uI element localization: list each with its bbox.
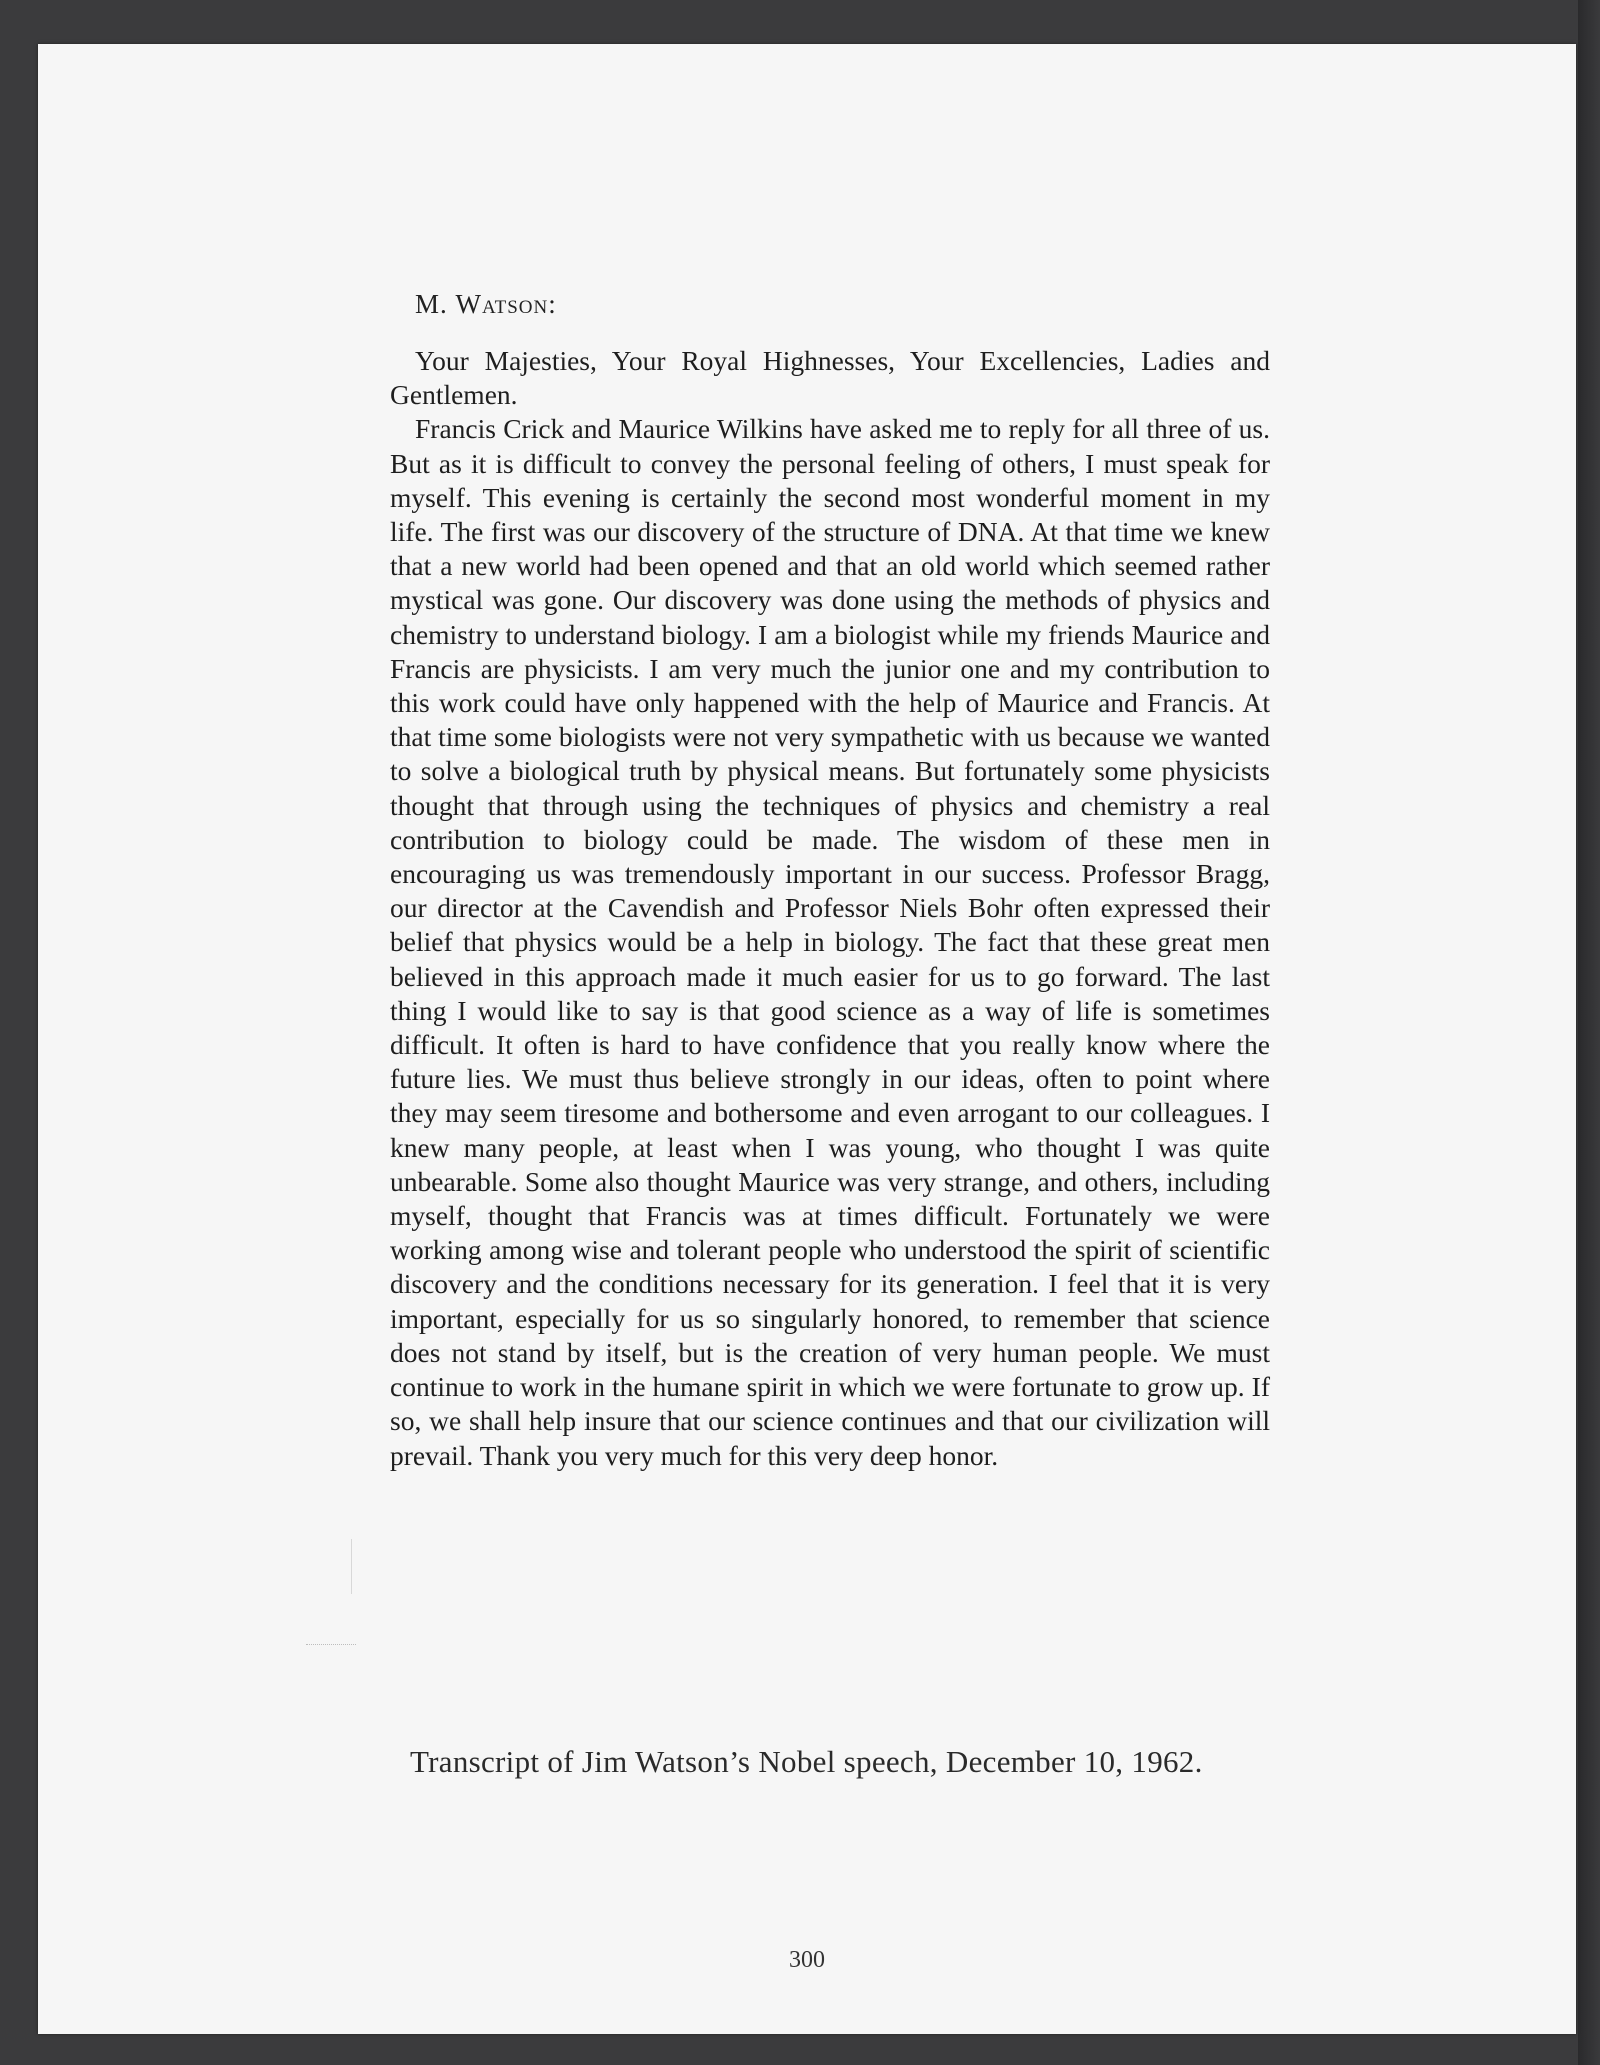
binder-edge (1578, 0, 1600, 2065)
speaker-heading (415, 289, 557, 320)
speaker-suffix: : (548, 289, 557, 319)
speaker-name: Watson (455, 289, 549, 319)
page-number: 300 (789, 1947, 825, 1973)
speaker-initial: M. (415, 289, 448, 319)
document-page (38, 44, 1576, 2034)
scan-mark (351, 1539, 352, 1594)
speech-body (390, 344, 1270, 1473)
speech-paragraph: Francis Crick and Maurice Wilkins have asked me to reply for all three of us. But as it is difficult to convey the personal feeling of others, I must speak for myself. This evening is certainly the second most wonderful moment in my life. The first was our discovery of the structure of DNA. At that time we knew that a new world had been opened and that an old world which seemed rather mystical was gone. Our discovery was done using the methods of physics and chemistry to understand biology. I am a biologist while my friends Maurice and Francis are physicists. I am very much the junior one and my contribution to this work could have only happened with the help of Maurice and Francis. At that time some biologists were not very sympathetic with us because we wanted to solve a biological truth by physical means. But fortunately some physicists thought that through using the techniques of physics and chemistry a real contribution to biology could be made. The wisdom of these men in encouraging us was tremendously important in our success. Professor Bragg, our director at the Cavendish and Professor Niels Bohr often expressed their belief that physics would be a help in biology. The fact that these great men believed in this approach made it much easier for us to go forward. The last thing I would like to say is that good science as a way of life is sometimes difficult. It often is hard to have confidence that you really know where the future lies. We must thus believe strongly in our ideas, often to point where they may seem tiresome and bothersome and even arrogant to our colleagues. I knew many people, at least when I was young, who thought I was quite unbearable. Some also thought Maurice was very strange, and others, including myself, thought that Francis was at times difficult. Fortunately we were working among wise and tolerant people who understood the spirit of scientific discovery and the conditions necessary for its generation. I feel that it is very important, especially for us so singularly honored, to remember that science does not stand by itself, but is the creation of very human people. We must continue to work in the humane spirit in which we were fortunate to grow up. If so, we shall help insure that our science continues and that our civilization will prevail. Thank you very much for this very deep honor. (390, 413, 1270, 1471)
salutation-paragraph: Your Majesties, Your Royal Highnesses, Your Excellencies, Ladies and Gentlemen. (390, 345, 1270, 411)
caption: Transcript of Jim Watson’s Nobel speech, December 10, 1962. (410, 1744, 1203, 1779)
scan-mark-dotted (306, 1644, 356, 1646)
